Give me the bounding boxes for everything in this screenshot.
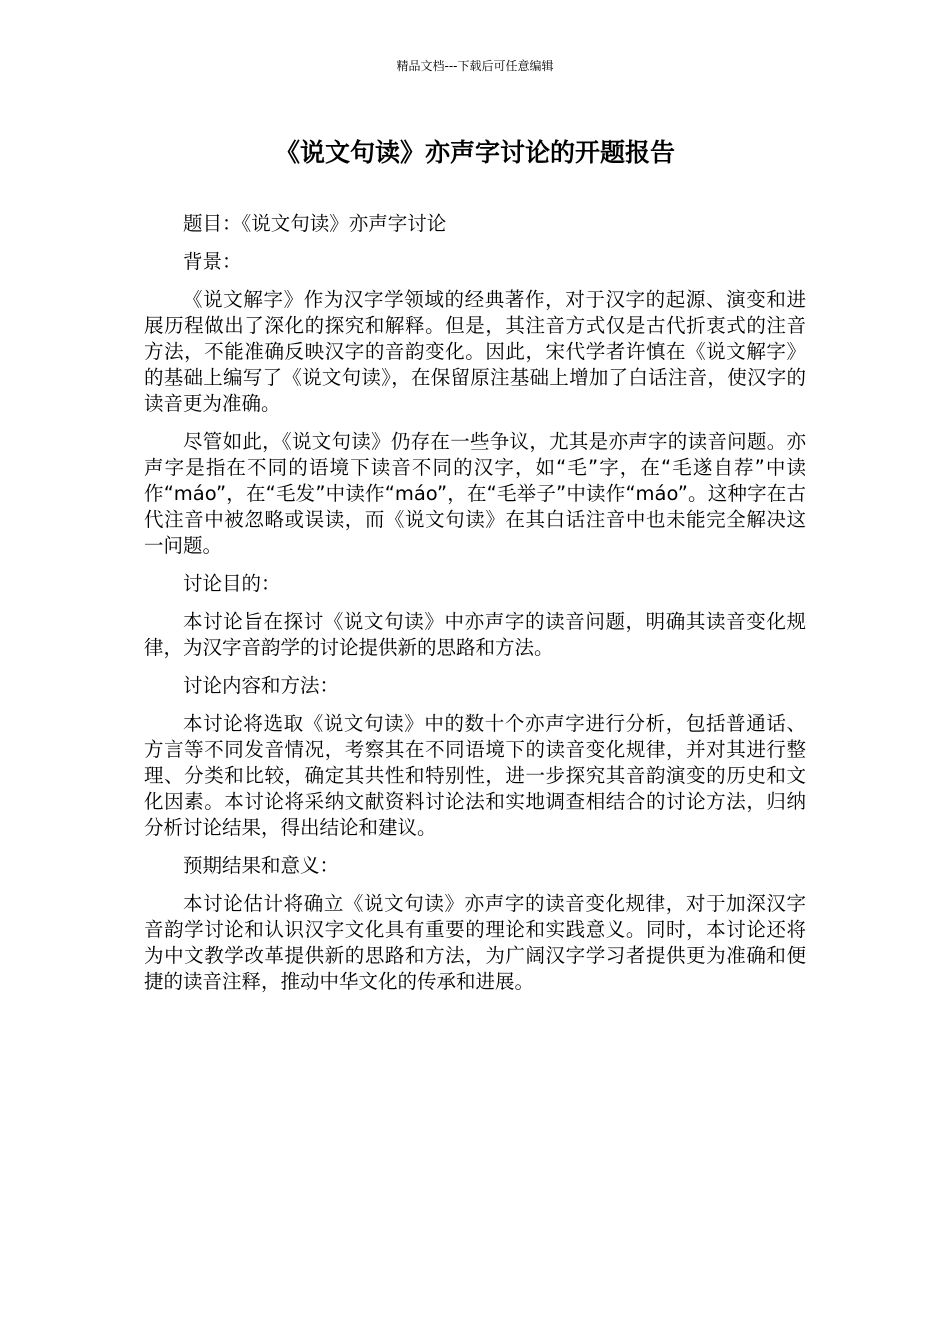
paragraph-methods: 本讨论将选取《说文句读》中的数十个亦声字进行分析，包括普通话、方言等不同发音情况，考察其在不同语境下的读音变化规律，并对其进行整理、分类和比较，确定其共性和特别性，进一步探究其音韵演变的历史和文化因素。本讨论将采纳文献资料讨论法和实地调查相结合的讨论方法，归纳分析讨论结果，得出结论和建议。 bbox=[144, 712, 806, 839]
paragraph-background: 《说文解字》作为汉字学领域的经典著作，对于汉字的起源、演变和进展历程做出了深化的探究和解释。但是，其注音方式仅是古代折衷式的注音方法，不能准确反映汉字的音韵变化。因此，宋代学者许慎在《说文解字》的基础上编写了《说文句读》，在保留原注基础上增加了白话注音，使汉字的读音更为准确。 bbox=[144, 288, 806, 415]
section-heading-purpose: 讨论目的： bbox=[183, 572, 281, 595]
paragraph-expected-results: 本讨论估计将确立《说文句读》亦声字的读音变化规律，对于加深汉字音韵学讨论和认识汉字文化具有重要的理论和实践意义。同时，本讨论还将为中文教学改革提供新的思路和方法，为广阔汉字学习者提供更为准确和便捷的读音注释，推动中华文化的传承和进展。 bbox=[144, 892, 806, 993]
document-title: 《说文句读》亦声字讨论的开题报告 bbox=[274, 138, 675, 167]
section-heading-expected-results: 预期结果和意义： bbox=[183, 854, 340, 877]
topic-line: 题目：《说文句读》亦声字讨论 bbox=[183, 212, 447, 235]
header-note: 精品文档---下载后可任意编辑 bbox=[396, 59, 554, 73]
section-heading-methods: 讨论内容和方法： bbox=[183, 674, 340, 697]
paragraph-controversy: 尽管如此，《说文句读》仍存在一些争议，尤其是亦声字的读音问题。亦声字是指在不同的语境下读音不同的汉字，如“毛”字，在“毛遂自荐”中读作“máo”，在“毛发”中读作“máo”，在“毛举子”中读作“máo”。这种字在古代注音中被忽略或误读，而《说文句读》在其白话注音中也未能完全解决这一问题。 bbox=[144, 430, 806, 557]
document-body bbox=[144, 211, 806, 1007]
paragraph-purpose: 本讨论旨在探讨《说文句读》中亦声字的读音问题，明确其读音变化规律，为汉字音韵学的讨论提供新的思路和方法。 bbox=[144, 610, 806, 659]
section-heading-background: 背景： bbox=[183, 250, 242, 273]
